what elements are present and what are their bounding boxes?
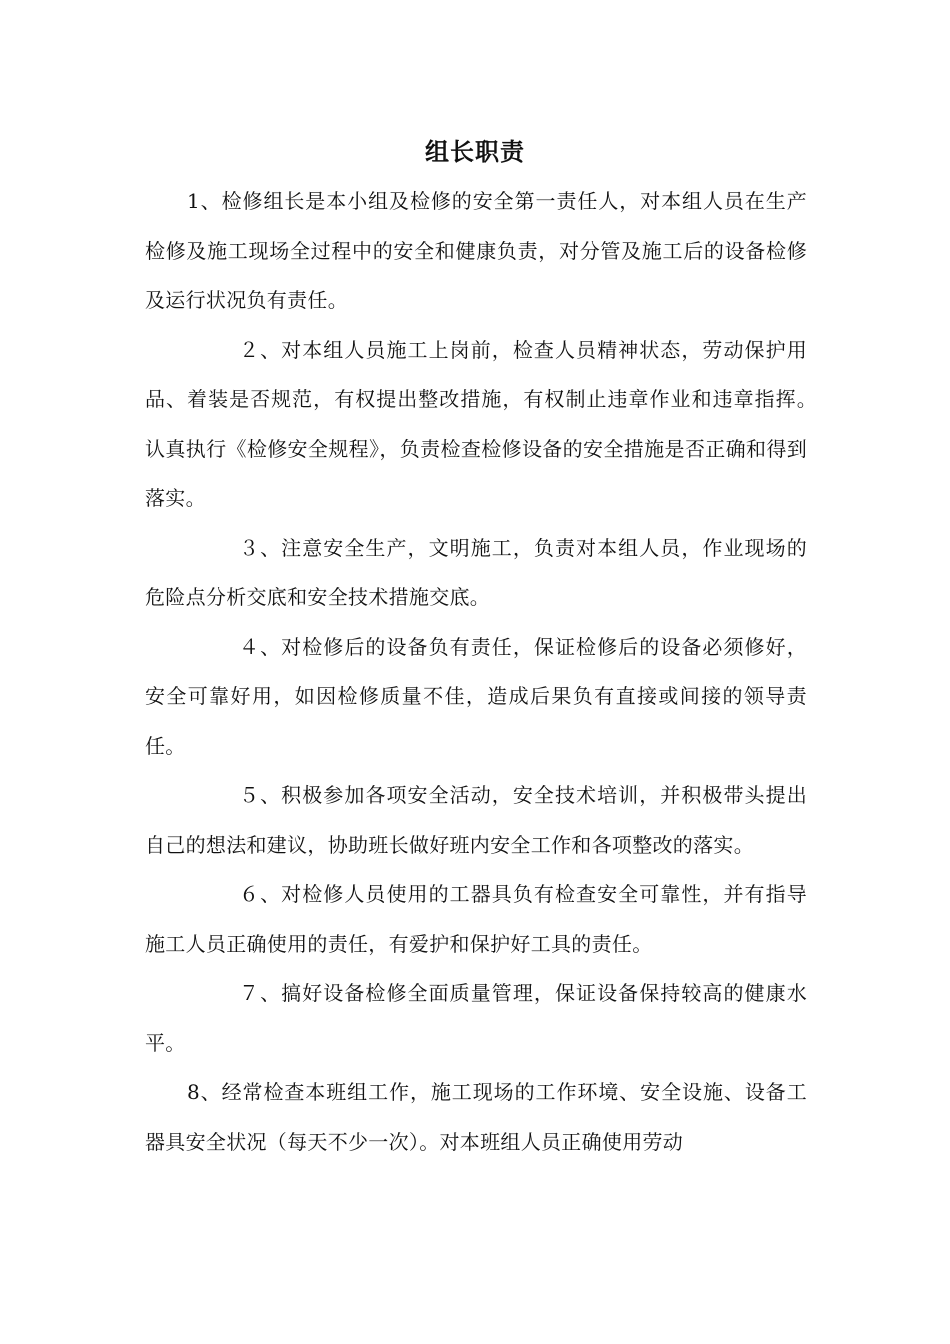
paragraph-3: ３、注意安全生产，文明施工，负责对本组人员，作业现场的危险点分析交底和安全技术措施交底。 bbox=[145, 535, 807, 609]
paragraph-4: ４、对检修后的设备负有责任，保证检修后的设备必须修好，安全可靠好用，如因检修质量不佳，造成后果负有直接或间接的领导责任。 bbox=[145, 634, 807, 758]
document-title: 组长职责 bbox=[425, 137, 525, 166]
paragraph-5: ５、积极参加各项安全活动，安全技术培训，并积极带头提出自己的想法和建议，协助班长做好班内安全工作和各项整改的落实。 bbox=[145, 783, 807, 857]
paragraph-8: 8、经常检查本班组工作，施工现场的工作环境、安全设施、设备工器具安全状况（每天不少一次）。对本班组人员正确使用劳动 bbox=[145, 1080, 807, 1154]
paragraph-7: ７、搞好设备检修全面质量管理，保证设备保持较高的健康水平。 bbox=[145, 981, 807, 1055]
paragraph-2: ２、对本组人员施工上岗前，检查人员精神状态，劳动保护用品、着装是否规范，有权提出整改措施，有权制止违章作业和违章指挥。 认真执行《检修安全规程》，负责检查检修设备的安全措施是否正确和得到落实。 bbox=[145, 337, 828, 510]
document-body bbox=[145, 177, 828, 1167]
paragraph-1: 1、检修组长是本小组及检修的安全第一责任人，对本组人员在生产检修及施工现场全过程中的安全和健康负责，对分管及施工后的设备检修及运行状况负有责任。 bbox=[145, 189, 807, 312]
paragraph-6: ６、对检修人员使用的工器具负有检查安全可靠性，并有指导施工人员正确使用的责任，有爱护和保护好工具的责任。 bbox=[145, 882, 807, 956]
